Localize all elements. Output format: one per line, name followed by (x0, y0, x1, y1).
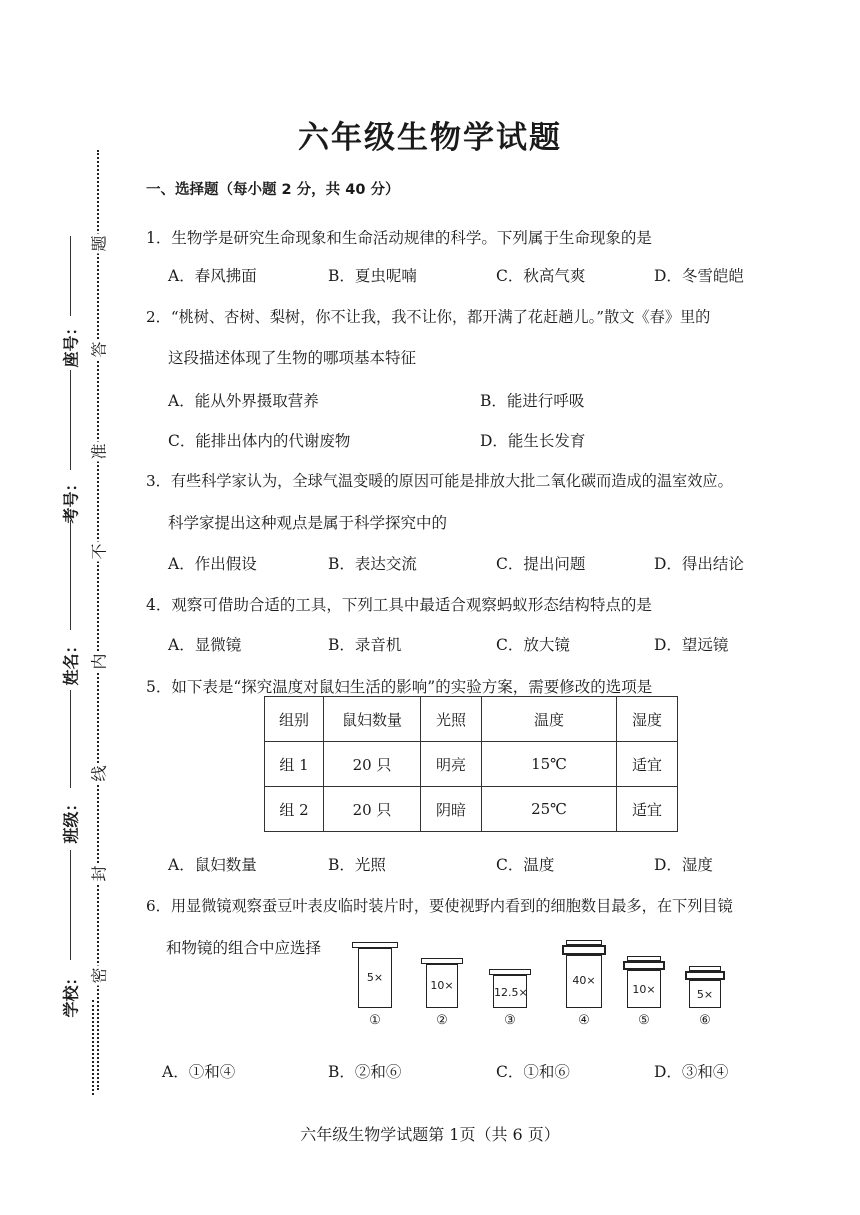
lens-5-magnification: 10× (632, 983, 656, 996)
seal-char-mi: 密 (87, 965, 110, 985)
exam-number-blank[interactable] (70, 370, 71, 470)
question-3-option-a[interactable]: A．作出假设 (168, 555, 257, 573)
question-6-stem-line1: 6．用显微镜观察蚕豆叶表皮临时装片时，要使视野内看到的细胞数目最多，在下列目镜 (146, 897, 733, 915)
table-header-row (265, 697, 678, 742)
lens-6-tube (689, 980, 721, 1008)
table-cell: 15℃ (482, 742, 617, 787)
seal-char-zhun: 准 (87, 441, 110, 461)
question-6-stem-line2: 和物镜的组合中应选择 (166, 939, 322, 957)
question-5-option-b[interactable]: B．光照 (328, 856, 386, 874)
seal-char-da: 答 (87, 339, 110, 359)
lens-1-magnification: 5× (366, 971, 384, 984)
page-footer: 六年级生物学试题第 1页（共 6 页） (300, 1125, 560, 1144)
table-cell: 适宜 (617, 742, 678, 787)
question-4-option-b[interactable]: B．录音机 (328, 636, 402, 654)
table-header-cell: 温度 (482, 697, 617, 742)
school-label: 学校： (61, 969, 81, 1018)
seat-number-blank[interactable] (70, 236, 71, 316)
seal-char-bu: 不 (87, 541, 110, 561)
lens-3-magnification: 12.5× (494, 986, 528, 999)
question-3-option-b[interactable]: B．表达交流 (328, 555, 417, 573)
question-1-option-d[interactable]: D．冬雪皑皑 (654, 267, 744, 285)
seat-number-label: 座号： (61, 319, 81, 368)
question-5-option-a[interactable]: A．鼠妇数量 (168, 856, 257, 874)
seal-char-nei: 内 (87, 651, 110, 671)
table-cell: 适宜 (617, 787, 678, 832)
question-2-option-d[interactable]: D．能生长发育 (480, 432, 586, 450)
table-cell: 组 2 (265, 787, 324, 832)
question-3-option-c[interactable]: C．提出问题 (496, 555, 586, 573)
question-1-option-a[interactable]: A．春风拂面 (168, 267, 257, 285)
question-2-option-a[interactable]: A．能从外界摄取营养 (168, 392, 319, 410)
lens-6-number: ⑥ (699, 1013, 711, 1028)
table-cell: 阴暗 (421, 787, 482, 832)
lens-4-magnification: 40× (572, 974, 596, 987)
lens-1-number: ① (369, 1013, 381, 1028)
lens-2-tube (426, 964, 458, 1008)
lens-5-tube (627, 970, 661, 1008)
question-2-option-c[interactable]: C．能排出体内的代谢废物 (168, 432, 351, 450)
table-header-cell: 鼠妇数量 (324, 697, 421, 742)
lens-4-tube (566, 955, 602, 1008)
lens-3-tube (493, 975, 527, 1008)
question-1-option-c[interactable]: C．秋高气爽 (496, 267, 586, 285)
question-6-option-a[interactable]: A．①和④ (162, 1063, 236, 1081)
question-5-option-c[interactable]: C．温度 (496, 856, 555, 874)
question-2-option-b[interactable]: B．能进行呼吸 (480, 392, 585, 410)
question-1-option-b[interactable]: B．夏虫呢喃 (328, 267, 417, 285)
question-6-option-d[interactable]: D．③和④ (654, 1063, 729, 1081)
question-2-stem-line2: 这段描述体现了生物的哪项基本特征 (168, 349, 417, 367)
lens-1-tube (358, 948, 392, 1008)
page-title: 六年级生物学试题 (298, 120, 562, 156)
lens-4-thread (562, 945, 606, 955)
seal-dotted-line-bottom (92, 1000, 94, 1095)
table-cell: 20 只 (324, 787, 421, 832)
lens-6-thread (685, 971, 725, 980)
name-label: 姓名： (61, 637, 81, 686)
lens-2-number: ② (436, 1013, 448, 1028)
question-6-option-b[interactable]: B．②和⑥ (328, 1063, 402, 1081)
lens-2-magnification: 10× (430, 979, 454, 992)
question-3-stem-line2: 科学家提出这种观点是属于科学探究中的 (168, 514, 448, 532)
lens-5-thread (623, 961, 665, 970)
question-3-stem-line1: 3．有些科学家认为，全球气温变暖的原因可能是排放大批二氧化碳而造成的温室效应。 (146, 472, 733, 490)
table-cell: 明亮 (421, 742, 482, 787)
table-cell: 组 1 (265, 742, 324, 787)
exam-number-label: 考号： (61, 475, 81, 524)
class-label: 班级： (61, 795, 81, 844)
lens-4-number: ④ (578, 1013, 590, 1028)
seal-char-ti: 题 (87, 233, 110, 253)
section-heading: 一、选择题（每小题 2 分，共 40 分） (146, 182, 400, 198)
question-4-option-a[interactable]: A．显微镜 (168, 636, 242, 654)
lens-5-number: ⑤ (638, 1013, 650, 1028)
question-4-stem: 4．观察可借助合适的工具，下列工具中最适合观察蚂蚁形态结构特点的是 (146, 596, 652, 614)
seal-char-xian: 线 (87, 763, 110, 783)
lens-3-number: ③ (504, 1013, 516, 1028)
table-row (265, 742, 678, 787)
seal-char-feng: 封 (87, 863, 110, 883)
table-header-cell: 光照 (421, 697, 482, 742)
experiment-table (264, 696, 678, 832)
question-4-option-c[interactable]: C．放大镜 (496, 636, 570, 654)
name-blank[interactable] (70, 520, 71, 630)
question-5-stem: 5．如下表是“探究温度对鼠妇生活的影响”的实验方案，需要修改的选项是 (146, 678, 653, 696)
table-row (265, 787, 678, 832)
seal-dotted-line (97, 150, 99, 1090)
table-header-cell: 组别 (265, 697, 324, 742)
school-blank[interactable] (70, 850, 71, 960)
question-1-stem: 1．生物学是研究生命现象和生命活动规律的科学。下列属于生命现象的是 (146, 229, 652, 247)
question-4-option-d[interactable]: D．望远镜 (654, 636, 729, 654)
class-blank[interactable] (70, 690, 71, 788)
question-3-option-d[interactable]: D．得出结论 (654, 555, 744, 573)
lens-6-magnification: 5× (696, 988, 714, 1001)
question-5-option-d[interactable]: D．湿度 (654, 856, 713, 874)
table-header-cell: 湿度 (617, 697, 678, 742)
question-6-option-c[interactable]: C．①和⑥ (496, 1063, 570, 1081)
question-2-stem-line1: 2．“桃树、杏树、梨树，你不让我，我不让你，都开满了花赶趟儿。”散文《春》里的 (146, 308, 711, 326)
table-cell: 25℃ (482, 787, 617, 832)
table-cell: 20 只 (324, 742, 421, 787)
